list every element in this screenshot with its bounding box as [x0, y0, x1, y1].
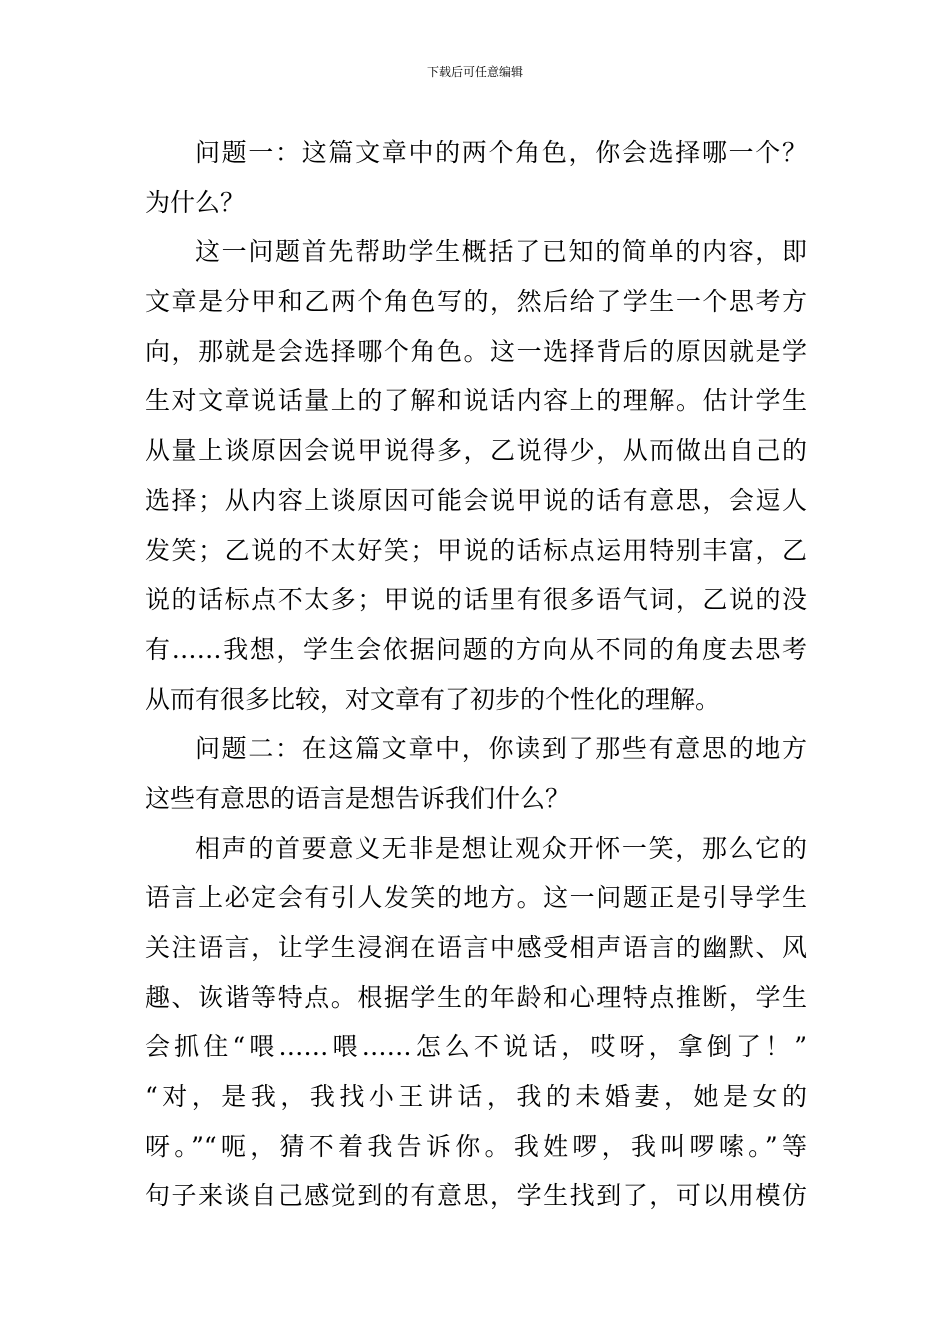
text-line: 为什么？ [145, 187, 246, 217]
text-line: 从而有很多比较，对文章有了初步的个性化的理解。 [145, 684, 721, 714]
paragraph-answer-one [145, 227, 807, 724]
page-header: 下载后可任意编辑 [426, 65, 523, 79]
text-line: 相声的首要意义无非是想让观众开怀一笑，那么它的 [195, 833, 807, 863]
text-line: 呀。”“呃，猜不着我告诉你。我姓啰，我叫啰嗦。”等 [145, 1131, 807, 1161]
text-line: 句子来谈自己感觉到的有意思，学生找到了，可以用模仿 [145, 1181, 807, 1211]
text-line: 说的话标点不太多；甲说的话里有很多语气词，乙说的没 [145, 585, 807, 615]
text-line: 文章是分甲和乙两个角色写的，然后给了学生一个思考方 [145, 287, 807, 317]
text-line: 选择；从内容上谈原因可能会说甲说的话有意思，会逗人 [145, 485, 807, 515]
text-line: 会抓住“喂……喂……怎么不说话，哎呀，拿倒了！” [145, 1032, 807, 1062]
text-line: 关注语言，让学生浸润在语言中感受相声语言的幽默、风 [145, 933, 807, 962]
text-line: 趣、诙谐等特点。根据学生的年龄和心理特点推断，学生 [145, 982, 807, 1012]
paragraph-question-one [145, 128, 807, 227]
text-line: 从量上谈原因会说甲说得多，乙说得少，从而做出自己的 [145, 436, 807, 466]
text-line: 这一问题首先帮助学生概括了已知的简单的内容，即 [195, 237, 807, 267]
document-body [145, 128, 807, 1221]
text-line: 发笑；乙说的不太好笑；甲说的话标点运用特别丰富，乙 [145, 535, 807, 565]
text-line: 问题二：在这篇文章中，你读到了那些有意思的地方 [195, 734, 807, 764]
text-line: “对，是我，我找小王讲话，我的未婚妻，她是女的 [145, 1082, 807, 1112]
text-line: 向，那就是会选择哪个角色。这一选择背后的原因就是学 [145, 336, 807, 366]
text-line: 这些有意思的语言是想告诉我们什么？ [145, 783, 571, 813]
text-line: 有……我想，学生会依据问题的方向从不同的角度去思考 [145, 634, 807, 664]
paragraph-question-two [145, 724, 807, 823]
text-line: 问题一：这篇文章中的两个角色，你会选择哪一个？ [195, 138, 807, 167]
text-line: 生对文章说话量上的了解和说话内容上的理解。估计学生 [145, 386, 807, 416]
text-line: 语言上必定会有引人发笑的地方。这一问题正是引导学生 [145, 883, 807, 913]
paragraph-answer-two [145, 824, 807, 1222]
